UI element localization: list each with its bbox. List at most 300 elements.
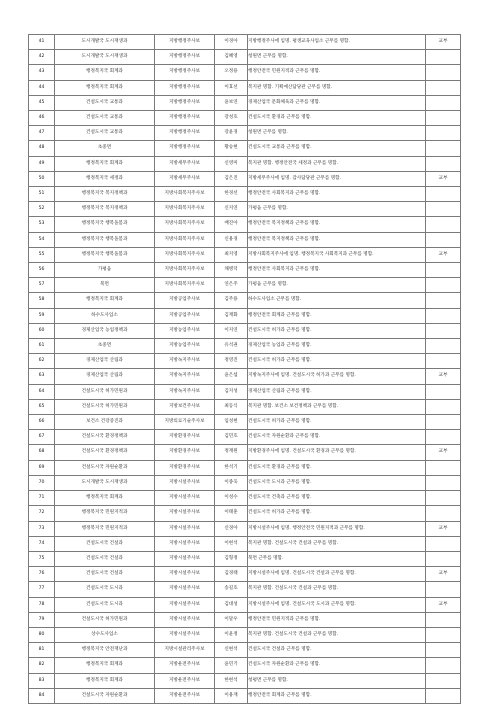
current-department-cell: 경제산업국 농업정책과 xyxy=(55,323,155,338)
current-department-cell: 행정복지국 복지정책과 xyxy=(55,202,155,217)
remark-cell xyxy=(426,506,461,521)
row-number-cell: 60 xyxy=(29,323,55,338)
current-department-cell: 건설도시국 도시과 xyxy=(55,597,155,612)
row-number-cell: 68 xyxy=(29,445,55,460)
row-number-cell: 76 xyxy=(29,567,55,582)
row-number-cell: 41 xyxy=(29,35,55,50)
appointment-details-cell: 복지관 명함. 건설도시국 건설과 근무를 명함. xyxy=(248,582,426,597)
employee-name-cell: 김지성 xyxy=(215,384,248,399)
row-number-cell: 42 xyxy=(29,50,55,65)
appointment-details-cell: 건설도시국 환경과 근무를 명함. xyxy=(248,111,426,126)
table-row xyxy=(29,673,461,688)
remark-cell xyxy=(426,551,461,566)
current-department-cell: 행정복지국 회계과 xyxy=(55,65,155,80)
remark-cell xyxy=(426,65,461,80)
appointment-details-cell: 행정안전국 복지정책과 근무를 명함. xyxy=(248,217,426,232)
remark-cell xyxy=(426,141,461,156)
current-department-cell: 가평읍 xyxy=(55,263,155,278)
appointment-details-cell: 행정안전국 사회복지과 근무를 명함. xyxy=(248,187,426,202)
personnel-table-body xyxy=(29,35,461,704)
appointment-details-cell: 지방시설주사에 임명. 건설도시국 건설과 근무를 명함. xyxy=(248,567,426,582)
row-number-cell: 58 xyxy=(29,293,55,308)
remark-cell xyxy=(426,95,461,110)
job-grade-cell: 지방운전주사보 xyxy=(155,673,215,688)
row-number-cell: 69 xyxy=(29,460,55,475)
appointment-details-cell: 건설도시국 자원순환과 근무를 명함. xyxy=(248,658,426,673)
remark-cell: 교부 xyxy=(426,597,461,612)
job-grade-cell: 지방행정주사보 xyxy=(155,95,215,110)
row-number-cell: 46 xyxy=(29,111,55,126)
table-row xyxy=(29,688,461,703)
employee-name-cell: 김재화 xyxy=(215,308,248,323)
appointment-details-cell: 건설도시국 허가과 근무를 명함. xyxy=(248,323,426,338)
remark-cell xyxy=(426,308,461,323)
table-row xyxy=(29,415,461,430)
current-department-cell: 도시개발국 도시재생과 xyxy=(55,475,155,490)
employee-name-cell: 송길호 xyxy=(215,582,248,597)
employee-name-cell: 이태훈 xyxy=(215,506,248,521)
remark-cell: 교부 xyxy=(426,171,461,186)
table-row xyxy=(29,293,461,308)
job-grade-cell: 지방환경주사보 xyxy=(155,445,215,460)
current-department-cell: 행정복지국 행복돌봄과 xyxy=(55,247,155,262)
row-number-cell: 82 xyxy=(29,658,55,673)
row-number-cell: 44 xyxy=(29,80,55,95)
table-row xyxy=(29,141,461,156)
row-number-cell: 70 xyxy=(29,475,55,490)
remark-cell xyxy=(426,293,461,308)
job-grade-cell: 지방공업주사보 xyxy=(155,308,215,323)
appointment-details-cell: 청평면 근무를 명함. xyxy=(248,673,426,688)
appointment-details-cell: 행정안전국 민원지적과 근무를 명함. xyxy=(248,65,426,80)
table-row xyxy=(29,278,461,293)
current-department-cell: 행정복지국 행복돌봄과 xyxy=(55,217,155,232)
employee-name-cell: 이지연 xyxy=(215,323,248,338)
current-department-cell: 상수도사업소 xyxy=(55,627,155,642)
remark-cell xyxy=(426,643,461,658)
row-number-cell: 54 xyxy=(29,232,55,247)
job-grade-cell: 지방행정주사보 xyxy=(155,80,215,95)
appointment-details-cell: 행정안전국 사회복지과 근무를 명함. xyxy=(248,263,426,278)
employee-name-cell: 김민호 xyxy=(215,430,248,445)
employee-name-cell: 이성수 xyxy=(215,491,248,506)
table-row xyxy=(29,171,461,186)
employee-name-cell: 정재원 xyxy=(215,445,248,460)
row-number-cell: 81 xyxy=(29,643,55,658)
job-grade-cell: 지방시설주사보 xyxy=(155,551,215,566)
remark-cell xyxy=(426,263,461,278)
current-department-cell: 건설도시국 환경정책과 xyxy=(55,430,155,445)
appointment-details-cell: 가평읍 근무를 명함. xyxy=(248,278,426,293)
job-grade-cell: 지방농업주사보 xyxy=(155,323,215,338)
table-row xyxy=(29,80,461,95)
appointment-details-cell: 복지관 명함. 기획예산담당관 근무를 명함. xyxy=(248,80,426,95)
job-grade-cell: 지방사회복지주사보 xyxy=(155,263,215,278)
row-number-cell: 75 xyxy=(29,551,55,566)
employee-name-cell: 오정용 xyxy=(215,65,248,80)
row-number-cell: 80 xyxy=(29,627,55,642)
employee-name-cell: 배진아 xyxy=(215,217,248,232)
employee-name-cell: 이현석 xyxy=(215,536,248,551)
row-number-cell: 67 xyxy=(29,430,55,445)
appointment-details-cell: 행정안전국 복지정책과 근무를 명함. xyxy=(248,232,426,247)
employee-name-cell: 채병덕 xyxy=(215,263,248,278)
table-row xyxy=(29,521,461,536)
appointment-details-cell: 경제산업국 산림과 근무를 명함. xyxy=(248,384,426,399)
current-department-cell: 행정복지국 회계과 xyxy=(55,293,155,308)
appointment-details-cell: 지방세무주사에 임명. 감사담당관 근무를 명함. xyxy=(248,171,426,186)
employee-name-cell: 임성현 xyxy=(215,415,248,430)
job-grade-cell: 지방행정주사보 xyxy=(155,50,215,65)
employee-name-cell: 정영진 xyxy=(215,354,248,369)
appointment-details-cell: 지방사회복지주사에 임명. 행정복지국 사회복지과 근무를 명함. xyxy=(248,247,426,262)
current-department-cell: 건설도시국 허가민원과 xyxy=(55,612,155,627)
current-department-cell: 건설도시국 도시과 xyxy=(55,582,155,597)
employee-name-cell: 연은주 xyxy=(215,278,248,293)
job-grade-cell: 지방사회복지주사보 xyxy=(155,247,215,262)
remark-cell xyxy=(426,187,461,202)
appointment-details-cell: 가평읍 근무를 명함. xyxy=(248,202,426,217)
table-row xyxy=(29,232,461,247)
current-department-cell: 건설도시국 환경정책과 xyxy=(55,445,155,460)
job-grade-cell: 지방행정주사보 xyxy=(155,65,215,80)
employee-name-cell: 김경태 xyxy=(215,567,248,582)
appointment-details-cell: 지방환경주사에 임명. 건설도시국 환경과 근무를 명함. xyxy=(248,445,426,460)
employee-name-cell: 이경아 xyxy=(215,35,248,50)
remark-cell: 교부 xyxy=(426,247,461,262)
job-grade-cell: 지방시설주사보 xyxy=(155,506,215,521)
current-department-cell: 보건소 건강증진과 xyxy=(55,415,155,430)
table-row xyxy=(29,491,461,506)
remark-cell: 교부 xyxy=(426,35,461,50)
table-row xyxy=(29,126,461,141)
table-row xyxy=(29,384,461,399)
employee-name-cell: 이달우 xyxy=(215,612,248,627)
employee-name-cell: 최동식 xyxy=(215,399,248,414)
current-department-cell: 건설도시국 자원순환과 xyxy=(55,688,155,703)
remark-cell xyxy=(426,430,461,445)
job-grade-cell: 지방사회복지주사보 xyxy=(155,217,215,232)
current-department-cell: 행정복지국 회계과 xyxy=(55,156,155,171)
remark-cell xyxy=(426,232,461,247)
employee-name-cell: 김혜영 xyxy=(215,50,248,65)
table-row xyxy=(29,95,461,110)
job-grade-cell: 지방시설주사보 xyxy=(155,536,215,551)
appointment-details-cell: 복지관 명함. 보건소 보건정책과 근무를 명함. xyxy=(248,399,426,414)
remark-cell xyxy=(426,460,461,475)
current-department-cell: 행정복지국 세정과 xyxy=(55,171,155,186)
row-number-cell: 48 xyxy=(29,141,55,156)
employee-name-cell: 한석기 xyxy=(215,460,248,475)
job-grade-cell: 지방시설관리주사보 xyxy=(155,643,215,658)
table-row xyxy=(29,643,461,658)
current-department-cell: 도시개발국 도시재생과 xyxy=(55,35,155,50)
appointment-details-cell: 경제산업국 농업과 근무를 명함. xyxy=(248,339,426,354)
appointment-details-cell: 지방녹지주사에 임명. 건설도시국 허가과 근무를 명함. xyxy=(248,369,426,384)
job-grade-cell: 지방세무주사보 xyxy=(155,171,215,186)
row-number-cell: 83 xyxy=(29,673,55,688)
remark-cell xyxy=(426,80,461,95)
appointment-details-cell: 경제산업국 문화체육과 근무를 명함. xyxy=(248,95,426,110)
employee-name-cell: 김대성 xyxy=(215,597,248,612)
remark-cell xyxy=(426,536,461,551)
appointment-details-cell: 건설도시국 건축과 근무를 명함. xyxy=(248,491,426,506)
remark-cell xyxy=(426,354,461,369)
table-row xyxy=(29,247,461,262)
current-department-cell: 건설도시국 건설과 xyxy=(55,551,155,566)
remark-cell xyxy=(426,627,461,642)
remark-cell xyxy=(426,50,461,65)
remark-cell xyxy=(426,491,461,506)
job-grade-cell: 지방행정주사보 xyxy=(155,35,215,50)
remark-cell xyxy=(426,111,461,126)
table-row xyxy=(29,612,461,627)
table-row xyxy=(29,430,461,445)
job-grade-cell: 지방운전주사보 xyxy=(155,688,215,703)
row-number-cell: 79 xyxy=(29,612,55,627)
employee-name-cell: 신지연 xyxy=(215,202,248,217)
row-number-cell: 43 xyxy=(29,65,55,80)
remark-cell xyxy=(426,688,461,703)
table-row xyxy=(29,536,461,551)
row-number-cell: 49 xyxy=(29,156,55,171)
employee-name-cell: 윤보연 xyxy=(215,95,248,110)
table-row xyxy=(29,369,461,384)
row-number-cell: 53 xyxy=(29,217,55,232)
row-number-cell: 65 xyxy=(29,399,55,414)
remark-cell xyxy=(426,339,461,354)
employee-name-cell: 신용경 xyxy=(215,232,248,247)
row-number-cell: 77 xyxy=(29,582,55,597)
appointment-details-cell: 건설도시국 자원순환과 근무를 명함. xyxy=(248,430,426,445)
employee-name-cell: 강윤경 xyxy=(215,126,248,141)
current-department-cell: 건설도시국 건설과 xyxy=(55,536,155,551)
job-grade-cell: 지방행정주사보 xyxy=(155,141,215,156)
appointment-details-cell: 지방시설주사에 임명. 행정안전국 민원지적과 근무를 명함. xyxy=(248,521,426,536)
current-department-cell: 건설도시국 교통과 xyxy=(55,126,155,141)
appointment-details-cell: 행정안전국 회계과 근무를 명함. xyxy=(248,308,426,323)
employee-name-cell: 이윤정 xyxy=(215,627,248,642)
remark-cell xyxy=(426,673,461,688)
row-number-cell: 47 xyxy=(29,126,55,141)
table-row xyxy=(29,339,461,354)
remark-cell: 교부 xyxy=(426,445,461,460)
employee-name-cell: 유석권 xyxy=(215,339,248,354)
current-department-cell: 행정복지국 민원지적과 xyxy=(55,506,155,521)
employee-name-cell: 윤민기 xyxy=(215,658,248,673)
table-row xyxy=(29,567,461,582)
employee-name-cell: 김은진 xyxy=(215,171,248,186)
appointment-details-cell: 청원면 근무를 명함. xyxy=(248,126,426,141)
appointment-details-cell: 복지관 명함. 건설도시국 건설과 근무를 명함. xyxy=(248,536,426,551)
current-department-cell: 건설도시국 자원순환과 xyxy=(55,460,155,475)
table-row xyxy=(29,263,461,278)
job-grade-cell: 지방녹지주사보 xyxy=(155,384,215,399)
appointment-details-cell: 하수도사업소 근무를 명함. xyxy=(248,293,426,308)
current-department-cell: 건설도시국 건설과 xyxy=(55,567,155,582)
table-row xyxy=(29,399,461,414)
appointment-details-cell: 북면 근무를 명함. xyxy=(248,551,426,566)
job-grade-cell: 지방행정주사보 xyxy=(155,126,215,141)
table-row xyxy=(29,445,461,460)
employee-name-cell: 이종욱 xyxy=(215,475,248,490)
job-grade-cell: 지방시설주사보 xyxy=(155,582,215,597)
row-number-cell: 52 xyxy=(29,202,55,217)
table-row xyxy=(29,475,461,490)
appointment-details-cell: 복지관 명함. 행정안전국 세정과 근무를 명함. xyxy=(248,156,426,171)
row-number-cell: 71 xyxy=(29,491,55,506)
table-row xyxy=(29,658,461,673)
current-department-cell: 행정복지국 회계과 xyxy=(55,658,155,673)
appointment-details-cell: 건설도시국 교통과 근무를 명함. xyxy=(248,141,426,156)
appointment-details-cell: 행정안전국 회계과 근무를 명함. xyxy=(248,688,426,703)
appointment-details-cell: 건설도시국 건설과 근무를 명함. xyxy=(248,643,426,658)
table-row xyxy=(29,506,461,521)
current-department-cell: 경제산업국 산림과 xyxy=(55,354,155,369)
job-grade-cell: 지방행정주사보 xyxy=(155,111,215,126)
table-row xyxy=(29,65,461,80)
job-grade-cell: 지방농업주사보 xyxy=(155,339,215,354)
job-grade-cell: 지방녹지주사보 xyxy=(155,354,215,369)
current-department-cell: 건설도시국 허가민원과 xyxy=(55,399,155,414)
row-number-cell: 74 xyxy=(29,536,55,551)
job-grade-cell: 지방시설주사보 xyxy=(155,612,215,627)
appointment-details-cell: 지방행정주사에 임명. 평생교육사업소 근무를 명함. xyxy=(248,35,426,50)
row-number-cell: 84 xyxy=(29,688,55,703)
remark-cell xyxy=(426,156,461,171)
row-number-cell: 55 xyxy=(29,247,55,262)
employee-name-cell: 황승현 xyxy=(215,141,248,156)
employee-name-cell: 신현석 xyxy=(215,643,248,658)
appointment-details-cell: 건설도시국 환경과 근무를 명함. xyxy=(248,460,426,475)
table-row xyxy=(29,156,461,171)
table-row xyxy=(29,202,461,217)
row-number-cell: 59 xyxy=(29,308,55,323)
remark-cell: 교부 xyxy=(426,567,461,582)
row-number-cell: 73 xyxy=(29,521,55,536)
row-number-cell: 57 xyxy=(29,278,55,293)
employee-name-cell: 한현석 xyxy=(215,673,248,688)
remark-cell xyxy=(426,582,461,597)
row-number-cell: 78 xyxy=(29,597,55,612)
job-grade-cell: 지방시설주사보 xyxy=(155,521,215,536)
appointment-details-cell: 복지관 명함. 건설도시국 건설과 근무를 명함. xyxy=(248,627,426,642)
job-grade-cell: 지방운전주사보 xyxy=(155,658,215,673)
job-grade-cell: 지방사회복지주사보 xyxy=(155,278,215,293)
employee-name-cell: 최지영 xyxy=(215,247,248,262)
job-grade-cell: 지방시설주사보 xyxy=(155,627,215,642)
job-grade-cell: 지방사회복지주사보 xyxy=(155,187,215,202)
current-department-cell: 경제산업국 산림과 xyxy=(55,369,155,384)
table-row xyxy=(29,187,461,202)
current-department-cell: 도시개발국 도시재생과 xyxy=(55,50,155,65)
current-department-cell: 행정복지국 안전재난과 xyxy=(55,643,155,658)
job-grade-cell: 지방시설주사보 xyxy=(155,491,215,506)
employee-name-cell: 신경아 xyxy=(215,521,248,536)
employee-name-cell: 한경선 xyxy=(215,187,248,202)
remark-cell xyxy=(426,217,461,232)
remark-cell xyxy=(426,323,461,338)
table-row xyxy=(29,627,461,642)
row-number-cell: 61 xyxy=(29,339,55,354)
employee-name-cell: 김형정 xyxy=(215,551,248,566)
job-grade-cell: 지방사회복지주사보 xyxy=(155,202,215,217)
employee-name-cell: 윤은섭 xyxy=(215,369,248,384)
row-number-cell: 72 xyxy=(29,506,55,521)
current-department-cell: 초중면 xyxy=(55,339,155,354)
table-row xyxy=(29,35,461,50)
row-number-cell: 51 xyxy=(29,187,55,202)
personnel-table xyxy=(28,34,461,704)
table-row xyxy=(29,217,461,232)
current-department-cell: 행정복지국 회계과 xyxy=(55,80,155,95)
table-row xyxy=(29,597,461,612)
job-grade-cell: 지방보건주사보 xyxy=(155,399,215,414)
employee-name-cell: 이효선 xyxy=(215,80,248,95)
remark-cell: 교부 xyxy=(426,521,461,536)
job-grade-cell: 지방사회복지주사보 xyxy=(155,232,215,247)
employee-name-cell: 김주용 xyxy=(215,293,248,308)
row-number-cell: 50 xyxy=(29,171,55,186)
job-grade-cell: 지방시설주사보 xyxy=(155,597,215,612)
row-number-cell: 64 xyxy=(29,384,55,399)
table-row xyxy=(29,308,461,323)
current-department-cell: 건설도시국 허가민원과 xyxy=(55,384,155,399)
table-row xyxy=(29,460,461,475)
row-number-cell: 56 xyxy=(29,263,55,278)
job-grade-cell: 지방녹지주사보 xyxy=(155,369,215,384)
current-department-cell: 건설도시국 교통과 xyxy=(55,95,155,110)
remark-cell: 교부 xyxy=(426,369,461,384)
remark-cell xyxy=(426,126,461,141)
remark-cell xyxy=(426,612,461,627)
current-department-cell: 건설도시국 교통과 xyxy=(55,111,155,126)
row-number-cell: 62 xyxy=(29,354,55,369)
table-row xyxy=(29,582,461,597)
current-department-cell: 하수도사업소 xyxy=(55,308,155,323)
appointment-details-cell: 건설도시국 허가과 근무를 명함. xyxy=(248,354,426,369)
job-grade-cell: 지방세무주사보 xyxy=(155,156,215,171)
remark-cell xyxy=(426,399,461,414)
appointment-details-cell: 행정안전국 민원지적과 근무를 명함. xyxy=(248,612,426,627)
employee-name-cell: 강성호 xyxy=(215,111,248,126)
table-row xyxy=(29,551,461,566)
current-department-cell: 행정복지국 회계과 xyxy=(55,491,155,506)
job-grade-cell: 지방공업주사보 xyxy=(155,293,215,308)
job-grade-cell: 지방의료기술주사보 xyxy=(155,415,215,430)
remark-cell xyxy=(426,202,461,217)
remark-cell xyxy=(426,278,461,293)
job-grade-cell: 지방환경주사보 xyxy=(155,430,215,445)
remark-cell xyxy=(426,658,461,673)
employee-name-cell: 이용재 xyxy=(215,688,248,703)
job-grade-cell: 지방시설주사보 xyxy=(155,475,215,490)
appointment-details-cell: 건설도시국 허가과 근무를 명함. xyxy=(248,415,426,430)
remark-cell xyxy=(426,384,461,399)
appointment-details-cell: 건설도시국 허가과 근무를 명함. xyxy=(248,506,426,521)
current-department-cell: 초중면 xyxy=(55,141,155,156)
job-grade-cell: 지방시설주사보 xyxy=(155,567,215,582)
current-department-cell: 행정복지국 복지정책과 xyxy=(55,187,155,202)
table-row xyxy=(29,50,461,65)
table-row xyxy=(29,111,461,126)
employee-name-cell: 신영미 xyxy=(215,156,248,171)
row-number-cell: 45 xyxy=(29,95,55,110)
row-number-cell: 66 xyxy=(29,415,55,430)
appointment-details-cell: 건설도시국 도시과 근무를 명함. xyxy=(248,475,426,490)
job-grade-cell: 지방환경주사보 xyxy=(155,460,215,475)
current-department-cell: 북면 xyxy=(55,278,155,293)
